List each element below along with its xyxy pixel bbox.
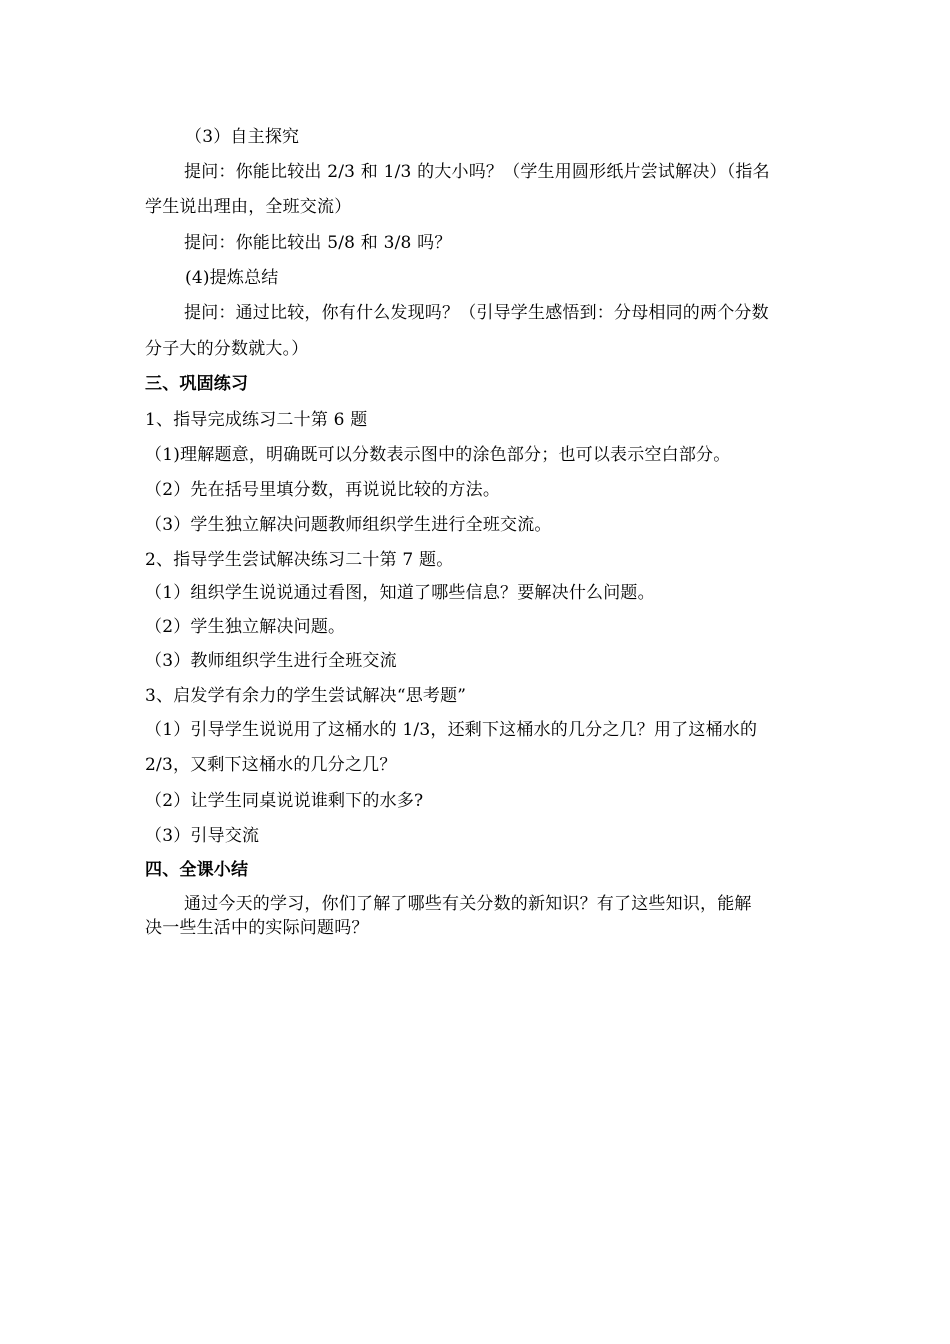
list-item: （2）学生独立解决问题。 <box>145 617 346 637</box>
list-item: （3）教师组织学生进行全班交流 <box>145 651 397 671</box>
subsection-heading-summary: (4)提炼总结 <box>185 268 279 288</box>
paragraph-line: 决一些生活中的实际问题吗？ <box>145 918 369 938</box>
paragraph-line: 学生说出理由，全班交流） <box>145 197 352 217</box>
list-item: 1、指导完成练习二十第 6 题 <box>145 410 368 430</box>
paragraph-line: 提问：你能比较出 5/8 和 3/8 吗？ <box>184 233 452 253</box>
list-item: （1）组织学生说说通过看图，知道了哪些信息？要解决什么问题。 <box>145 583 655 603</box>
list-item-continued: 2/3，又剩下这桶水的几分之几？ <box>145 755 397 775</box>
list-item: 2、指导学生尝试解决练习二十第 7 题。 <box>145 550 454 570</box>
paragraph-line: 提问：通过比较，你有什么发现吗？（引导学生感悟到：分母相同的两个分数 <box>184 303 769 323</box>
section-heading-lesson-summary: 四、全课小结 <box>145 860 249 880</box>
paragraph-line: 通过今天的学习，你们了解了哪些有关分数的新知识？有了这些知识，能解 <box>184 894 752 914</box>
section-heading-practice: 三、巩固练习 <box>145 374 249 394</box>
list-item: 3、启发学有余力的学生尝试解决“思考题” <box>145 686 467 706</box>
list-item: （2）先在括号里填分数，再说说比较的方法。 <box>145 480 501 500</box>
list-item: （2）让学生同桌说说谁剩下的水多? <box>145 791 424 811</box>
subsection-heading-explore: （3）自主探究 <box>185 127 300 147</box>
list-item: （1）引导学生说说用了这桶水的 1/3，还剩下这桶水的几分之几？用了这桶水的 <box>145 720 758 740</box>
list-item: （3）学生独立解决问题教师组织学生进行全班交流。 <box>145 515 552 535</box>
list-item: （3）引导交流 <box>145 826 260 846</box>
paragraph-line: 提问：你能比较出 2/3 和 1/3 的大小吗？（学生用圆形纸片尝试解决）（指名 <box>184 162 770 182</box>
paragraph-line: 分子大的分数就大。） <box>145 339 309 359</box>
list-item: （1)理解题意，明确既可以分数表示图中的涂色部分；也可以表示空白部分。 <box>145 445 731 465</box>
